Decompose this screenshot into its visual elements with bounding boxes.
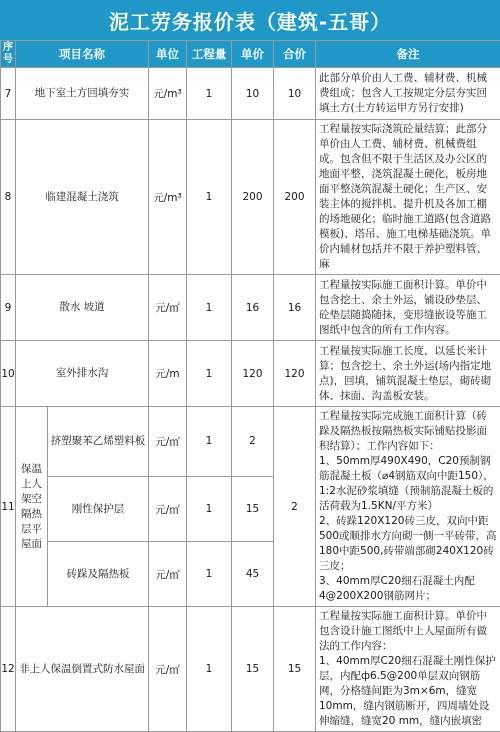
- header-total: 合价: [274, 41, 316, 68]
- row-total: 15: [274, 607, 316, 732]
- row-price: 15: [232, 607, 274, 732]
- price-table: [0, 40, 500, 732]
- header-price: 单价: [232, 41, 274, 68]
- row-total: 16: [274, 275, 316, 341]
- row-price: 120: [232, 341, 274, 407]
- row-unit: 元/m: [149, 341, 187, 407]
- row-note: 工程量按实际施工长度，以延长米计算；包含挖土、余土外运(场内指定地点)，回填，铺筑混凝土垫层，砌砖砌体、抹面、沟盖板安装。: [316, 341, 500, 407]
- row-note: 此部分单价由人工费、辅材费、机械费组成；包含人工按规定分层夯实回填土方(土方转运甲方另行安排): [316, 68, 500, 120]
- row-unit: 元/㎡: [149, 476, 187, 542]
- table-row: [1, 407, 500, 477]
- row-total: 200: [274, 120, 316, 275]
- row-qty: 1: [187, 476, 232, 542]
- header-row: [1, 41, 500, 68]
- row-seq: 7: [1, 68, 16, 120]
- row-price: 10: [232, 68, 274, 120]
- row-qty: 1: [187, 120, 232, 275]
- row-seq: 12: [1, 607, 16, 732]
- row-total: 10: [274, 68, 316, 120]
- row-name: 非上人保温倒置式防水屋面: [16, 607, 149, 732]
- row-note: 工程量按实际施工面积计算。单价中包含设计施工图纸中上人屋面所有做法的工作内容： 1、40mm厚C20细石混凝土刚性保护层，内配ф6.5@200单层双向钢筋网，分格缝间距为3m×6m，缝宽10mm，缝内钢筋断开，四周墙处设伸缩缝，缝宽20 mm，缝内嵌填密: [316, 607, 500, 732]
- table-row: [1, 120, 500, 275]
- row-note: 工程量按实际完成施工面积计算（砖跺及隔热板按隔热板实际铺贴投影面积结算）；工作内容如下： 1、50mm厚490X490，C20预制钢筋混凝土板（⌀4钢筋双向中距150），1:2水泥砂浆填缝（预制筋混凝土板的活荷载为1.5KN/平方米） 2、砖跺120X120砖三皮，双向中距500或顺排水方向砌一侧一平砖带，高180中距500,砖带端部砌240X120砖三皮； 3、40mm厚C20细石混凝土内配4@200X200钢筋网片；: [316, 407, 500, 607]
- row-price: 200: [232, 120, 274, 275]
- table-row: [1, 341, 500, 407]
- row-seq: 10: [1, 341, 16, 407]
- header-qty: 工程量: [187, 41, 232, 68]
- row-seq: 11: [1, 407, 16, 607]
- row-qty: 1: [187, 607, 232, 732]
- row-unit: 元/m³: [149, 120, 187, 275]
- row-sub-name: 砖跺及隔热板: [48, 542, 149, 607]
- row-qty: 1: [187, 341, 232, 407]
- header-note: 备注: [316, 41, 500, 68]
- row-name: 散水 坡道: [16, 275, 149, 341]
- row-price: 16: [232, 275, 274, 341]
- row-unit: 元/㎡: [149, 542, 187, 607]
- sheet-title: 泥工劳务报价表（建筑-五哥）: [0, 0, 500, 40]
- row-qty: 1: [187, 275, 232, 341]
- header-seq: 序号: [1, 41, 16, 68]
- row-total: 2: [274, 407, 316, 607]
- row-name: 地下室土方回填夯实: [16, 68, 149, 120]
- row-sub-name: 刚性保护层: [48, 476, 149, 542]
- row-name: 临建混凝土浇筑: [16, 120, 149, 275]
- row-qty: 1: [187, 407, 232, 477]
- row-group-name: 保温上人架空隔热层平屋面: [16, 407, 48, 607]
- row-unit: 元/㎡: [149, 607, 187, 732]
- row-unit: 元/㎡: [149, 275, 187, 341]
- row-sub-name: 挤塑聚苯乙烯塑料板: [48, 407, 149, 477]
- row-qty: 1: [187, 542, 232, 607]
- row-seq: 9: [1, 275, 16, 341]
- header-unit: 单位: [149, 41, 187, 68]
- row-qty: 1: [187, 68, 232, 120]
- row-price: 15: [232, 476, 274, 542]
- row-name: 室外排水沟: [16, 341, 149, 407]
- table-row: [1, 275, 500, 341]
- table-row: [1, 68, 500, 120]
- row-note: 工程量按实际施工面积计算。单价中包含挖土、余土外运，铺设砂垫层、砼垫层随捣随抹，变形缝嵌设等施工图纸中包含的所有工作内容。: [316, 275, 500, 341]
- row-unit: 元/㎡: [149, 407, 187, 477]
- row-price: 45: [232, 542, 274, 607]
- row-seq: 8: [1, 120, 16, 275]
- row-unit: 元/m³: [149, 68, 187, 120]
- header-name: 项目名称: [16, 41, 149, 68]
- table-row: [1, 607, 500, 732]
- row-price: 2: [232, 407, 274, 477]
- row-note: 工程量按实际浇筑砼量结算；此部分单价由人工费、辅材费、机械费组成。包含但不限于生活区及办公区的地面平整，浇筑混凝土硬化，板房地面平整浇筑混凝土硬化；生产区、安装主体的搅拌机、提升机及各加工棚的场地硬化；临时施工道路(包含道路模板)、塔吊、施工电梯基础浇筑。单价内辅材包括并不限于养护塑料管、麻: [316, 120, 500, 275]
- row-total: 120: [274, 341, 316, 407]
